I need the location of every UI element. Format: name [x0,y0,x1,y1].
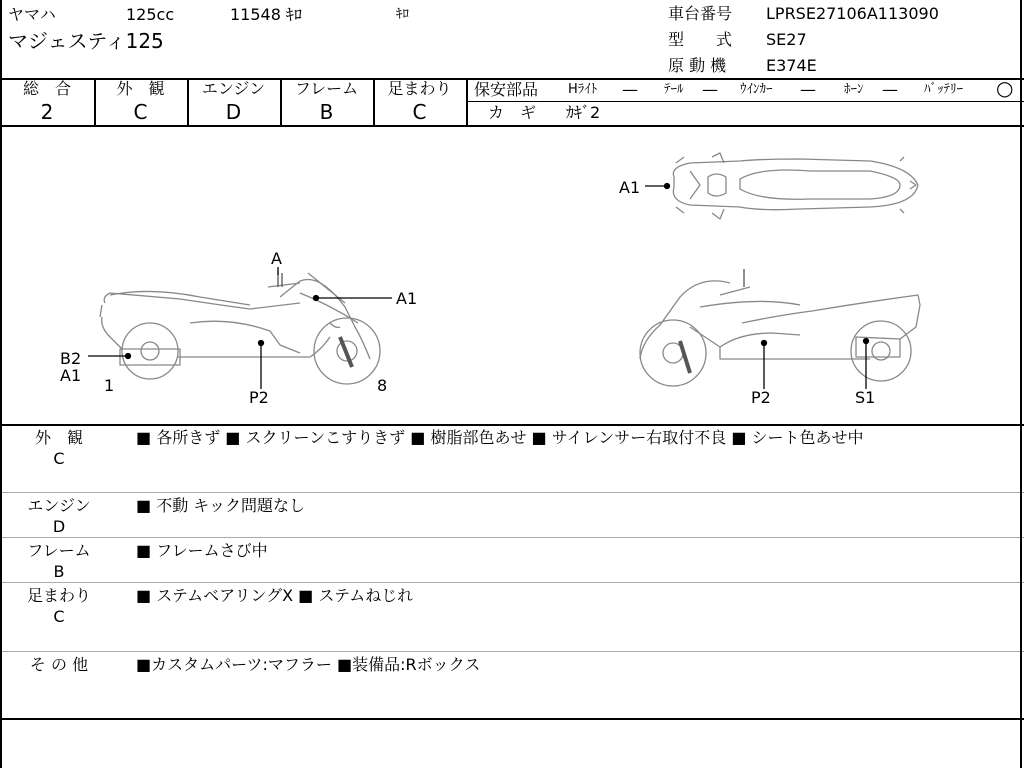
frame-no: LPRSE27106A113090 [766,4,939,23]
part-taillight-mark: — [702,80,718,99]
left-side-scooter [100,273,380,384]
mileage-unit: ｷﾛ [396,7,409,22]
part-taillight: ﾃｰﾙ [664,82,684,97]
displacement: 125cc [126,5,175,24]
part-headlight-mark: — [622,80,638,99]
model-name: マジェスティ125 [8,29,164,53]
score-header-appearance: 外 観 [116,79,165,98]
section-title-suspension: 足まわり [26,586,91,605]
section-grade-suspension: C [53,607,65,626]
diagram-label-b2: B2 [60,349,82,368]
divider [0,0,2,768]
section-notes-appearance: ■ 各所きず ■ スクリーンこすりきず ■ 樹脂部色あせ ■ サイレンサー右取付不良 ■ シート色あせ中 [136,428,864,447]
diagram-label-8: 8 [377,376,388,395]
part-horn: ﾎｰﾝ [844,82,864,97]
mileage: 11548 ｷﾛ [230,5,302,24]
divider [0,582,1024,583]
diagram-label-a: A [271,249,282,268]
score-value-engine: D [225,100,242,124]
section-notes-frame: ■ フレームさび中 [136,541,268,560]
type-label: 型 式 [668,30,733,49]
part-headlight: Hﾗｲﾄ [568,82,598,97]
divider [0,424,1024,426]
score-header-engine: エンジン [201,79,266,98]
diagram-label-s1: S1 [855,388,876,407]
part-battery-mark: ○ [996,76,1014,100]
key-value: ｶｷﾞ2 [566,103,601,122]
score-value-appearance: C [133,100,148,124]
score-header-frame: フレーム [294,79,359,98]
section-title-frame: フレーム [27,541,91,560]
section-grade-frame: B [53,562,65,581]
section-notes-other: ■カスタムパーツ:マフラー ■装備品:Rボックス [136,655,481,674]
score-header-overall: 総 合 [22,79,71,98]
section-title-appearance: 外 観 [34,428,83,447]
scooter-diagram [0,127,1024,423]
frame-no-label: 車台番号 [668,4,733,23]
top-view-scooter [673,153,918,219]
section-grade-appearance: C [53,449,65,468]
type-value: SE27 [766,30,807,49]
divider [1020,0,1022,768]
score-value-overall: 2 [40,100,54,124]
score-header-suspension: 足まわり [387,79,452,98]
diagram-label-p2-left: P2 [249,388,269,407]
maker: ヤマハ [8,5,56,24]
score-value-frame: B [319,100,334,124]
divider [0,651,1024,652]
section-notes-engine: ■ 不動 キック問題なし [136,496,305,515]
engine-value: E374E [766,56,817,75]
diagram-label-1: 1 [104,376,115,395]
right-side-scooter [640,269,920,386]
divider [468,101,1024,102]
diagram-label-a1-rear: A1 [60,366,82,385]
divider [0,492,1024,493]
divider [0,537,1024,538]
diagram-label-a1-top: A1 [619,178,641,197]
part-battery: ﾊﾞｯﾃﾘｰ [924,82,963,97]
section-title-engine: エンジン [27,496,91,515]
diagram-label-a1: A1 [396,289,418,308]
score-value-suspension: C [412,100,427,124]
part-winker-mark: — [800,80,816,99]
key-label: カ ギ [488,103,537,122]
section-notes-suspension: ■ ステムベアリングX ■ ステムねじれ [136,586,414,605]
diagram-label-p2-right: P2 [751,388,771,407]
safety-parts-label: 保安部品 [474,80,539,99]
part-horn-mark: — [882,80,898,99]
divider [0,718,1024,720]
section-title-other: そ の 他 [29,655,89,674]
part-winker: ｳｲﾝｶｰ [740,82,773,97]
section-grade-engine: D [52,517,66,536]
engine-label: 原 動 機 [668,56,727,75]
